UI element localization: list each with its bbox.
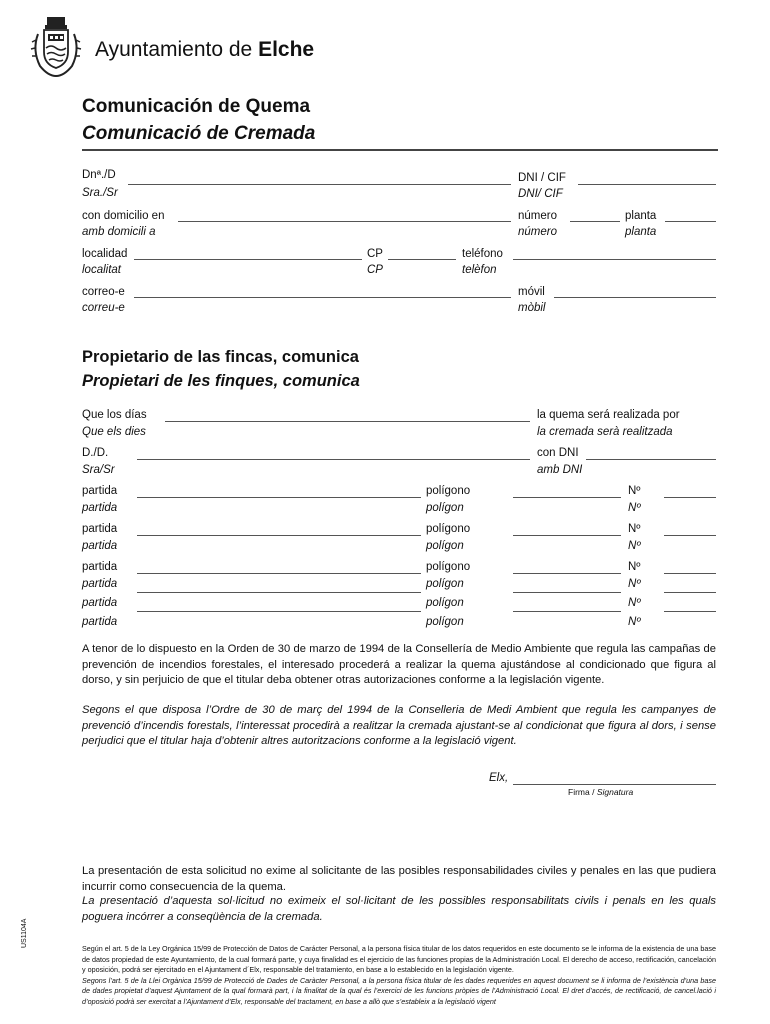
address-field[interactable] xyxy=(178,221,511,222)
owner-section-title: Propietario de las fincas, comunica xyxy=(82,348,359,366)
label-num-5-va: Nº xyxy=(628,616,641,628)
label-num-4-va: Nº xyxy=(628,597,641,609)
label-partida-3-va: partida xyxy=(82,578,118,590)
label-movil: móvil xyxy=(518,286,545,298)
partida-field-1[interactable] xyxy=(137,497,421,498)
label-condni-va: amb DNI xyxy=(537,464,583,476)
label-num-3: Nº xyxy=(628,561,641,573)
locality-field[interactable] xyxy=(134,259,362,260)
label-num-1-va: Nº xyxy=(628,502,641,514)
label-partida-2: partida xyxy=(82,523,118,535)
owner-section-title-va: Propietari de les finques, comunica xyxy=(82,372,360,390)
label-dna-va: Sra./Sr xyxy=(82,187,118,199)
label-condni: con DNI xyxy=(537,447,579,459)
label-poligono-3-va: polígon xyxy=(426,578,464,590)
label-dias-va: Que els dies xyxy=(82,426,146,438)
label-telefono: teléfono xyxy=(462,248,503,260)
label-num-2-va: Nº xyxy=(628,540,641,552)
signature-label-es: Firma / xyxy=(568,787,597,797)
poligono-field-5[interactable] xyxy=(513,611,621,612)
label-poligono-3: polígono xyxy=(426,561,471,573)
title-divider xyxy=(82,149,718,151)
dni-field[interactable] xyxy=(578,184,716,185)
label-poligono-2: polígono xyxy=(426,523,471,535)
disclaimer-es: La presentación de esta solicitud no exime al solicitante de las posibles responsabilidades civiles y penales en las que pudiera incurrir como consecuencia de la quema. xyxy=(82,865,716,893)
legal-text-va: Segons el que disposa l’Ordre de 30 de març del 1994 de la Conselleria de Medi Ambient que regula les campanyes de prevenció d’incendis forestals, l’interessat procedirà a realitzar la cremada ajustant-se al condicionat que figura al dors, i sense perjudici que el titular haja d’obtenir altres autoritzacions conforme a la legislació vigent. xyxy=(82,704,716,747)
label-numero-va: número xyxy=(518,226,557,238)
label-movil-va: mòbil xyxy=(518,302,546,314)
page-title: Comunicación de Quema xyxy=(82,96,311,117)
burner-name-field[interactable] xyxy=(137,459,530,460)
label-partida-4-va: partida xyxy=(82,597,118,609)
label-localidad: localidad xyxy=(82,248,128,260)
signature-label-va: Signatura xyxy=(596,787,634,797)
email-field[interactable] xyxy=(134,297,511,298)
org-name-prefix: Ayuntamiento de xyxy=(95,38,259,61)
city-coat-of-arms-icon xyxy=(30,14,82,78)
num-field-5[interactable] xyxy=(664,611,716,612)
label-d-va: Sra/Sr xyxy=(82,464,115,476)
label-poligono-4-va: polígon xyxy=(426,597,464,609)
partida-field-5[interactable] xyxy=(137,611,421,612)
label-numero: número xyxy=(518,210,557,222)
partida-field-2[interactable] xyxy=(137,535,421,536)
label-dni: DNI / CIF xyxy=(518,172,566,184)
label-partida-1-va: partida xyxy=(82,502,118,514)
floor-field[interactable] xyxy=(665,221,716,222)
label-quema-va: la cremada serà realitzada xyxy=(537,426,673,438)
poligono-field-4[interactable] xyxy=(513,592,621,593)
label-poligono-1: polígono xyxy=(426,485,471,497)
phone-field[interactable] xyxy=(513,259,716,260)
label-partida-1: partida xyxy=(82,485,118,497)
label-cp-va: CP xyxy=(367,264,383,276)
burner-dni-field[interactable] xyxy=(586,459,716,460)
label-domicilio: con domicilio en xyxy=(82,210,165,222)
org-name xyxy=(95,36,314,64)
signature-label xyxy=(568,787,633,797)
partida-field-3[interactable] xyxy=(137,573,421,574)
label-telefono-va: telèfon xyxy=(462,264,497,276)
label-poligono-5-va: polígon xyxy=(426,616,464,628)
name-field[interactable] xyxy=(128,184,511,185)
num-field-2[interactable] xyxy=(664,535,716,536)
label-localidad-va: localitat xyxy=(82,264,121,276)
label-partida-3: partida xyxy=(82,561,118,573)
label-planta-va: planta xyxy=(625,226,657,238)
signature-field[interactable] xyxy=(513,784,716,785)
legal-text-es: A tenor de lo dispuesto en la Orden de 30 de marzo de 1994 de la Consellería de Medio Ambiente que regula las campañas de prevención de incendios forestales, el interesado procederá a realizar la quema ajustándose al condicionado que figura al dorso, y sin perjuicio de que el titular deba obtener otras autorizaciones conforme a la legislación vigente. xyxy=(82,643,716,686)
data-protection-va: Segons l’art. 5 de la Llei Orgànica 15/99 de Protecció de Dades de Caràcter Personal, a la persona física titular de les dades requerides en aquest document se li informa de l’existència d’una base de dades propietat d’aquest Ajuntament de la qual formarà part, i la finalitat de la qual és l’exercici de les funcions pròpies de l’Administració Local. El dret d’accés, de rectificació, de cancel.lació i d’oposició podrà ser exercitat a l’Ajuntament d’Elx, responsable del tractament, en base a allò que s’estableix a la legislació vigent xyxy=(82,975,716,1006)
disclaimer-va: La presentació d’aquesta sol·licitud no eximeix el sol·licitant de les possibles responsabilitats civils i penals en les quals poguera incórrer a conseqüència de la cremada. xyxy=(82,895,716,923)
days-field[interactable] xyxy=(165,421,530,422)
label-partida-2-va: partida xyxy=(82,540,118,552)
label-dni-va: DNI/ CIF xyxy=(518,188,563,200)
poligono-field-3[interactable] xyxy=(513,573,621,574)
label-poligono-2-va: polígon xyxy=(426,540,464,552)
postal-code-field[interactable] xyxy=(388,259,456,260)
number-field[interactable] xyxy=(570,221,620,222)
label-poligono-1-va: polígon xyxy=(426,502,464,514)
num-field-1[interactable] xyxy=(664,497,716,498)
data-protection-notice xyxy=(82,944,716,1008)
signature-place: Elx, xyxy=(489,772,509,784)
coat-of-arms-seal xyxy=(30,14,82,78)
poligono-field-1[interactable] xyxy=(513,497,621,498)
data-protection-es: Según el art. 5 de la Ley Orgánica 15/99 de Protección de Datos de Carácter Personal, a la persona física titular de los datos requeridos en este documento se le informa de la existencia de una base de datos propiedad de este Ayuntamiento, de la cual formará parte, y cuya finalidad es el ejercicio de las funciones propias de la Administración Local. El derecho de acceso, rectificación, cancelación y oposición, podrá ser ejercitado en el Ajuntament d´Elx, responsable del tratamiento, en base a lo establecido en la legislación vigente. xyxy=(82,944,716,975)
label-dna: Dnª./D xyxy=(82,169,116,181)
label-d: D./D. xyxy=(82,447,109,459)
org-name-city: Elche xyxy=(258,38,315,61)
page-title-valencian: Comunicació de Cremada xyxy=(82,123,316,144)
label-partida-5-va: partida xyxy=(82,616,118,628)
label-dias: Que los días xyxy=(82,409,147,421)
mobile-field[interactable] xyxy=(554,297,716,298)
label-quema: la quema será realizada por xyxy=(537,409,680,421)
label-num-3-va: Nº xyxy=(628,578,641,590)
num-field-4[interactable] xyxy=(664,592,716,593)
label-cp: CP xyxy=(367,248,383,260)
label-num-1: Nº xyxy=(628,485,641,497)
label-correo-va: correu-e xyxy=(82,302,125,314)
label-planta: planta xyxy=(625,210,657,222)
num-field-3[interactable] xyxy=(664,573,716,574)
partida-field-4[interactable] xyxy=(137,592,421,593)
label-domicilio-va: amb domicili a xyxy=(82,226,156,238)
form-code: US1104A xyxy=(21,918,28,948)
label-num-2: Nº xyxy=(628,523,641,535)
poligono-field-2[interactable] xyxy=(513,535,621,536)
label-correo: correo-e xyxy=(82,286,125,298)
